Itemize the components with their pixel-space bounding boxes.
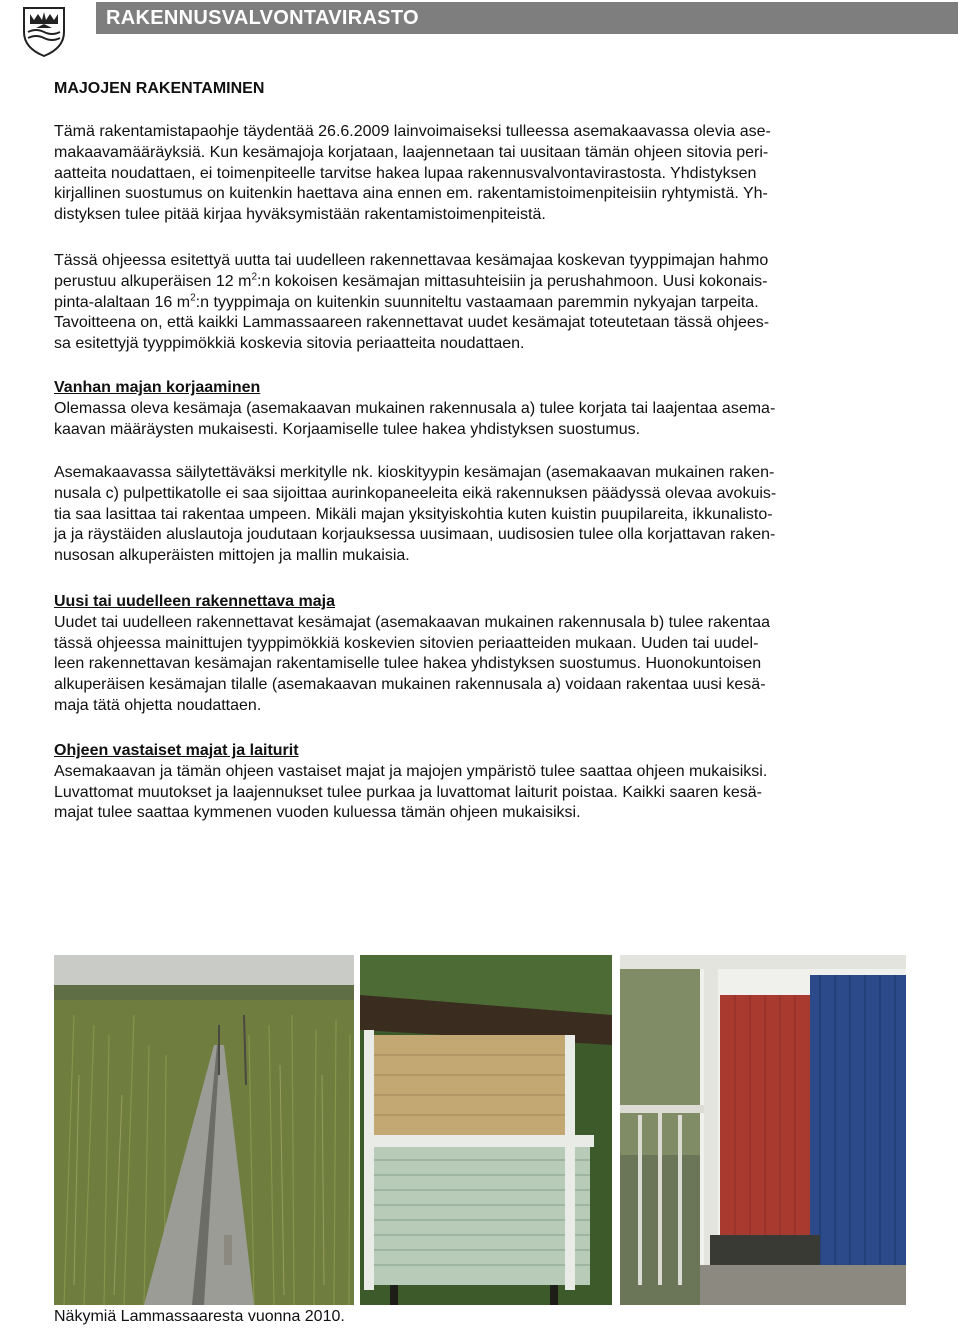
paragraph-line: nusala c) pulpettikatolle ei saa sijoittaa aurinkopaneeleita eikä rakennuksen päädyssä olevaa avokuis- bbox=[54, 484, 777, 502]
photo-caption: Näkymiä Lammassaaresta vuonna 2010. bbox=[54, 1308, 345, 1325]
paragraph-line: alkuperäisen kesämajan tilalle (asemakaavan mukainen rakennusala a) voidaan rakentaa uusi kesä- bbox=[54, 676, 766, 694]
paragraph-line: Tavoitteena on, että kaikki Lammassaareen rakennettavat uudet kesämajat toteutetaan tässä ohjees- bbox=[54, 314, 770, 332]
section-heading: Uusi tai uudelleen rakennettava maja bbox=[54, 593, 335, 610]
paragraph-line: Tässä ohjeessa esitettyä uutta tai uudelleen rakennettavaa kesämajaa koskevan tyyppimajan hahmo bbox=[54, 252, 769, 269]
intro-paragraph bbox=[54, 122, 904, 226]
section-new-cabin bbox=[54, 592, 904, 717]
paragraph-line: majat tulee saattaa kymmenen vuoden kuluessa tämän ohjeen mukaisiksi. bbox=[54, 804, 581, 822]
intro-line: makaavamääräyksiä. Kun kesämajoja korjataan, laajennetaan tai uusitaan tämän ohjeen sitovia peri- bbox=[54, 143, 769, 161]
intro-line: distyksen tulee pitää kirjaa hyväksymistään rakentamistoimenpiteistä. bbox=[54, 206, 546, 224]
section-old-cabin bbox=[54, 378, 904, 440]
paragraph-line: Olemassa oleva kesämaja (asemakaavan mukainen rakennusala a) tulee korjata tai laajentaa asema- bbox=[54, 399, 776, 417]
intro-line: aatteita noudattaen, ei toimenpiteelle tarvitse hakea lupaa rakennusvalvontavirastosta. Yhdistyksen bbox=[54, 164, 757, 182]
red-cabin-porch-photo bbox=[620, 955, 906, 1305]
paragraph-line: pinta-alaltaan 16 $m^2:n$ tyyppimaja on kuitenkin suunniteltu vastaamaan paremmin nykyajan tarpeita. bbox=[54, 292, 759, 311]
section-heading: Ohjeen vastaiset majat ja laiturit bbox=[54, 742, 299, 759]
paragraph-line: tia saa lasittaa tai rakentaa umpeen. Mikäli majan yksityiskohtia kuten kuistin puupilareita, ikkunalisto- bbox=[54, 505, 773, 523]
paragraph-line: Luvattomat muutokset ja laajennukset tulee purkaa ja luvattomat laiturit poistaa. Kaikki saaren kesä- bbox=[54, 783, 762, 801]
paragraph-line: Asemakaavan ja tämän ohjeen vastaiset majat ja majojen ympäristö tulee saattaa ohjeen mukaisiksi. bbox=[54, 762, 768, 780]
paragraph-line: sa esitettyjä tyyppimökkiä koskevia sitovia periaatteita noudattaen. bbox=[54, 335, 525, 353]
section-noncompliant bbox=[54, 741, 904, 824]
paragraph-line: leen rakennettavan kesämajan rakentamiselle tulee hakea yhdistyksen suostumus. Huonokuntoisen bbox=[54, 655, 762, 673]
paragraph-line: nusosan alkuperäisten mittojen ja mallin mukaisia. bbox=[54, 547, 410, 565]
paragraph-line: tässä ohjeessa mainittujen tyyppimökkiä koskevien sitovien periaatteiden mukaan. Uuden tai uudel- bbox=[54, 634, 759, 652]
paragraph-line: ja ja räystäiden aluslautoja joudutaan korjauksessa uusimaan, uudisosien tulee olla korjattavan raken- bbox=[54, 526, 776, 544]
document-title: MAJOJEN RAKENTAMINEN bbox=[54, 80, 265, 97]
paragraph-line: kaavan määräysten mukaisesti. Korjaamiselle tulee hakea yhdistyksen suostumus. bbox=[54, 420, 641, 438]
paragraph-line: Uudet tai uudelleen rakennettavat kesämajat (asemakaavan mukainen rakennusala b) tulee rakentaa bbox=[54, 613, 770, 631]
paragraph-line: perustuu alkuperäisen 12 $m^2:n$ kokoisen kesämajan mittasuhteisiin ja perushahmoon. Uusi kokonais- bbox=[54, 271, 768, 290]
type-cabin-paragraph bbox=[54, 251, 904, 355]
paragraph-line: Asemakaavassa säilytettäväksi merkitylle nk. kioskityypin kesämajan (asemakaavan mukainen raken- bbox=[54, 464, 775, 481]
intro-line: kirjallinen suostumus on kuitenkin haettava aina ennen em. rakentamistoimenpiteisiin ryhtymistä. Yh- bbox=[54, 185, 768, 203]
section-heading: Vanhan majan korjaaminen bbox=[54, 379, 261, 396]
intro-line: Tämä rakentamistapaohje täydentää 26.6.2009 lainvoimaiseksi tulleessa asemakaavassa olevia ase- bbox=[54, 123, 771, 140]
helsinki-crest-icon bbox=[16, 2, 72, 58]
header-title: RAKENNUSVALVONTAVIRASTO bbox=[106, 7, 419, 29]
boardwalk-photo bbox=[54, 955, 354, 1305]
paragraph-line: maja tätä ohjetta noudattaen. bbox=[54, 696, 262, 714]
green-cabin-photo bbox=[360, 955, 612, 1305]
kiosk-cabin-paragraph bbox=[54, 463, 904, 567]
